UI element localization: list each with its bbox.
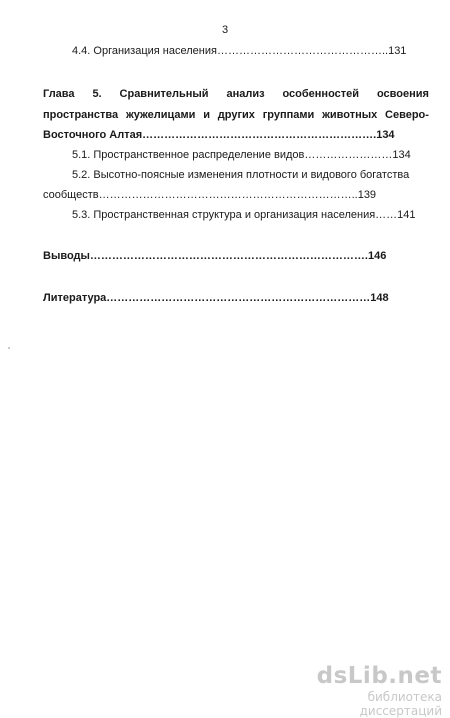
- toc-item-5-2-line-2: сообществ……………………………………………………………..139: [43, 189, 377, 201]
- word: Глава: [43, 88, 75, 100]
- watermark-logo: dsLib.net: [316, 663, 442, 689]
- word: Северо-: [385, 109, 429, 121]
- word: и: [203, 109, 210, 121]
- toc-chapter-5-line-2: [43, 109, 429, 122]
- word: особенностей: [282, 88, 360, 100]
- word: пространства: [43, 109, 119, 121]
- toc-item-5-3: 5.3. Пространственная структура и организация населения……141: [72, 209, 416, 221]
- toc-item-5-1: 5.1. Пространственное распределение видов……………………134: [72, 149, 411, 161]
- toc-literature: Литература………………………………………………………………148: [43, 292, 389, 304]
- word: освоения: [376, 88, 429, 100]
- watermark: [282, 664, 442, 718]
- scan-speck: [8, 347, 10, 349]
- toc-chapter-5-line-3: Восточного Алтая……………………………………………………….134: [43, 129, 395, 141]
- word: жужелицами: [125, 109, 196, 121]
- toc-conclusions: Выводы………………………………………………………………….146: [43, 250, 387, 262]
- word: животных: [322, 109, 378, 121]
- word: группами: [262, 109, 315, 121]
- watermark-subtitle: библиотека диссертаций: [359, 690, 442, 718]
- word: Сравнительный: [119, 88, 209, 100]
- word: других: [217, 109, 255, 121]
- page-number: 3: [221, 24, 229, 36]
- toc-item-4-4: 4.4. Организация населения………………………………………..131: [72, 45, 407, 57]
- toc-chapter-5-line-1: [43, 88, 429, 101]
- word: анализ: [226, 88, 265, 100]
- toc-item-5-2-line-1: 5.2. Высотно-поясные изменения плотности и видового богатства: [72, 169, 410, 181]
- word: 5.: [92, 88, 102, 100]
